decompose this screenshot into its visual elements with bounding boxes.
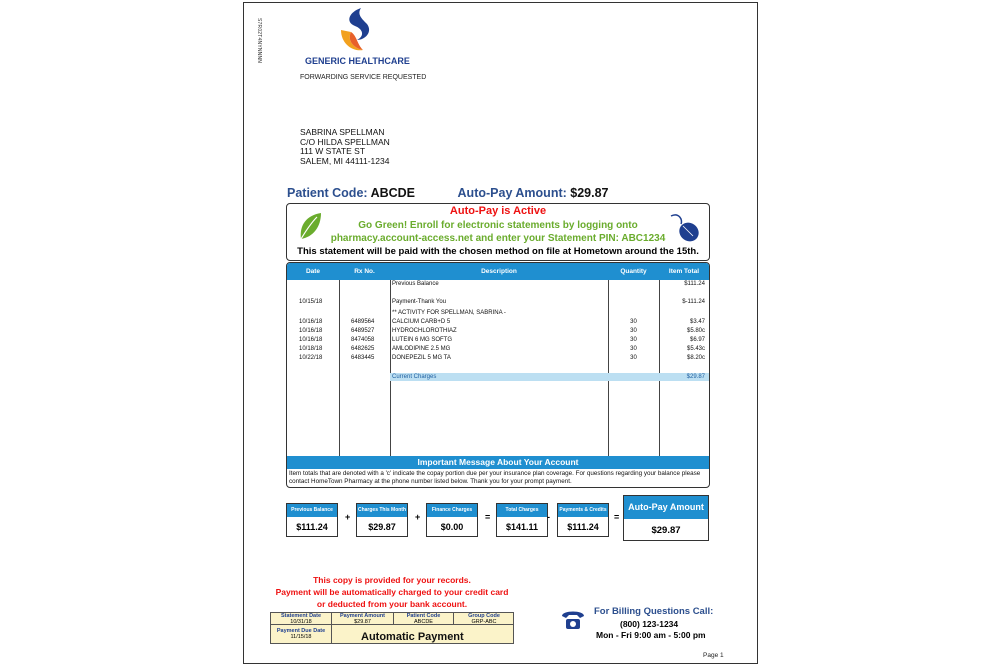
telephone-icon <box>560 608 586 630</box>
stub-label: Payment Due Date <box>276 628 326 634</box>
table-cell-rx: 6482625 <box>351 346 375 352</box>
stub-value: $29.87 <box>354 619 371 625</box>
company-logo-icon <box>335 6 379 54</box>
table-cell-desc: CALCIUM CARB+D 5 <box>392 319 451 325</box>
records-notice-line: This copy is provided for your records. <box>313 575 471 585</box>
table-cell-desc: AMLODIPINE 2.5 MG <box>392 346 451 352</box>
address-line: C/O HILDA SPELLMAN <box>300 136 390 147</box>
summary-total-charges <box>496 503 548 537</box>
stub-value: 10/31/18 <box>290 619 312 625</box>
address-line: SABRINA SPELLMAN <box>300 127 385 137</box>
table-cell-qty: 30 <box>630 346 637 352</box>
table-cell-desc: DONEPEZIL 5 MG TA <box>392 355 451 361</box>
table-cell-total: $3.47 <box>689 319 705 325</box>
column-divider <box>608 280 609 456</box>
table-cell-qty: 30 <box>630 337 637 343</box>
go-green-line2: pharmacy.account-access.net and enter your Statement PIN: ABC1234 <box>330 233 666 244</box>
stub-label: Statement Date <box>280 613 322 619</box>
autopay-amount-value: $29.87 <box>570 186 609 200</box>
company-name: GENERIC HEALTHCARE <box>305 56 410 66</box>
go-green-line1: Go Green! Enroll for electronic statements by logging onto <box>358 220 638 231</box>
stub-group-code <box>454 613 514 625</box>
side-barcode-text: S7R02T4NYNNNN <box>256 18 262 64</box>
column-header-item-total: Item Total <box>668 268 700 275</box>
current-charges-label: Current Charges <box>392 374 437 380</box>
operator-symbol: = <box>614 512 620 522</box>
billing-hours: Mon - Fri 9:00 am - 5:00 pm <box>596 630 706 640</box>
column-header-rx: Rx No. <box>354 268 375 275</box>
automatic-payment-label: Automatic Payment <box>361 631 464 643</box>
summary-amount: $29.87 <box>651 525 681 536</box>
summary-label: Finance Charges <box>427 504 477 517</box>
summary-label: Auto-Pay Amount <box>624 496 708 519</box>
table-cell-total: $6.97 <box>689 337 705 343</box>
summary-label: Total Charges <box>497 504 547 517</box>
patient-code-value: ABCDE <box>370 186 416 200</box>
page-number: Page 1 <box>703 652 724 659</box>
stub-statement-date <box>271 613 331 625</box>
table-cell-date: 10/16/18 <box>299 328 323 334</box>
table-cell-total: $111.24 <box>684 281 705 287</box>
important-message-title: Important Message About Your Account <box>287 456 709 469</box>
computer-mouse-icon <box>669 212 703 244</box>
table-header-row <box>287 263 709 280</box>
summary-amount: $0.00 <box>440 522 464 532</box>
summary-autopay-amount <box>623 495 709 541</box>
table-cell-date: 10/15/18 <box>299 299 323 305</box>
mailing-address <box>300 128 390 166</box>
summary-amount: $111.24 <box>567 522 599 532</box>
stub-value: ABCDE <box>414 619 433 625</box>
table-cell-rx: 8474058 <box>351 337 375 343</box>
summary-previous-balance <box>286 503 338 537</box>
column-header-description: Description <box>481 268 517 275</box>
table-cell-qty: 30 <box>630 319 637 325</box>
summary-charges-this-month <box>356 503 408 537</box>
table-cell-total: $5.80c <box>686 328 705 334</box>
column-header-date: Date <box>305 268 321 275</box>
records-notice-line: or deducted from your bank account. <box>316 599 468 609</box>
stub-due-date <box>271 628 331 640</box>
patient-code-label: Patient Code: <box>287 186 368 200</box>
autopay-notice-box <box>286 203 710 261</box>
operator-symbol: + <box>345 512 351 522</box>
stub-payment-amount <box>332 613 393 625</box>
table-cell-total: $-111.24 <box>682 299 705 305</box>
table-cell-rx: 6483445 <box>351 355 375 361</box>
statement-table <box>286 262 710 488</box>
table-cell-desc: Payment-Thank You <box>392 299 447 305</box>
table-cell-qty: 30 <box>630 328 637 334</box>
forwarding-text: FORWARDING SERVICE REQUESTED <box>300 74 427 81</box>
summary-amount: $141.11 <box>505 522 539 532</box>
table-cell-rx: 6489527 <box>351 328 375 334</box>
autopay-active-title: Auto-Pay is Active <box>449 205 547 217</box>
operator-symbol: - <box>547 512 550 522</box>
table-cell-desc: Previous Balance <box>392 281 439 287</box>
table-cell-desc: ** ACTIVITY FOR SPELLMAN, SABRINA - <box>392 310 506 316</box>
column-divider <box>659 280 660 456</box>
stub-value: GRP-ABC <box>471 619 497 625</box>
table-cell-date: 10/16/18 <box>299 337 323 343</box>
table-cell-desc: LUTEIN 6 MG SOFTG <box>392 337 453 343</box>
current-charges-total: $29.87 <box>686 374 705 380</box>
stub-label: Payment Amount <box>339 613 386 619</box>
table-cell-date: 10/22/18 <box>299 355 323 361</box>
table-cell-qty: 30 <box>630 355 637 361</box>
summary-label: Charges This Month <box>357 504 407 517</box>
billing-phone: (800) 123-1234 <box>620 619 679 629</box>
stub-patient-code <box>394 613 453 625</box>
address-line: SALEM, MI 44111-1234 <box>300 155 390 166</box>
summary-amount: $29.87 <box>368 522 396 532</box>
records-notice-line: Payment will be automatically charged to your credit card <box>275 587 509 597</box>
address-line: 111 W STATE ST <box>300 146 366 156</box>
operator-symbol: + <box>415 512 421 522</box>
summary-label: Previous Balance <box>287 504 337 517</box>
table-cell-date: 10/18/18 <box>299 346 323 352</box>
important-message-body: Item totals that are denoted with a 'c' indicate the copay portion due per your insurance plan coverage. For questions regarding your balance please contact HomeTown Pharmacy at the phone number listed below. Thank you for your prompt payment. <box>289 470 701 485</box>
payment-method-line: This statement will be paid with the chosen method on file at Hometown around the 15th. <box>297 246 699 257</box>
autopay-amount-label: Auto-Pay Amount: <box>457 186 567 200</box>
records-notice <box>270 574 514 610</box>
table-cell-date: 10/16/18 <box>299 319 323 325</box>
table-cell-total: $5.43c <box>686 346 705 352</box>
stub-value: 11/15/18 <box>290 634 312 640</box>
table-cell-rx: 6489564 <box>351 319 375 325</box>
table-cell-desc: HYDROCHLOROTHIAZ <box>392 328 457 334</box>
summary-payments-credits <box>557 503 609 537</box>
stub-label: Patient Code <box>406 613 441 619</box>
column-header-quantity: Quantity <box>620 268 647 275</box>
summary-label: Payments & Credits <box>558 504 608 517</box>
payment-stub <box>270 612 514 644</box>
stub-label: Group Code <box>468 613 500 619</box>
patient-code-row <box>287 186 609 200</box>
billing-title: For Billing Questions Call: <box>594 606 714 617</box>
column-divider <box>339 280 340 456</box>
current-charges-row <box>390 373 709 381</box>
table-cell-total: $8.20c <box>686 355 705 361</box>
column-divider <box>390 280 391 456</box>
summary-finance-charges <box>426 503 478 537</box>
summary-amount: $111.24 <box>296 522 328 532</box>
operator-symbol: = <box>485 512 491 522</box>
